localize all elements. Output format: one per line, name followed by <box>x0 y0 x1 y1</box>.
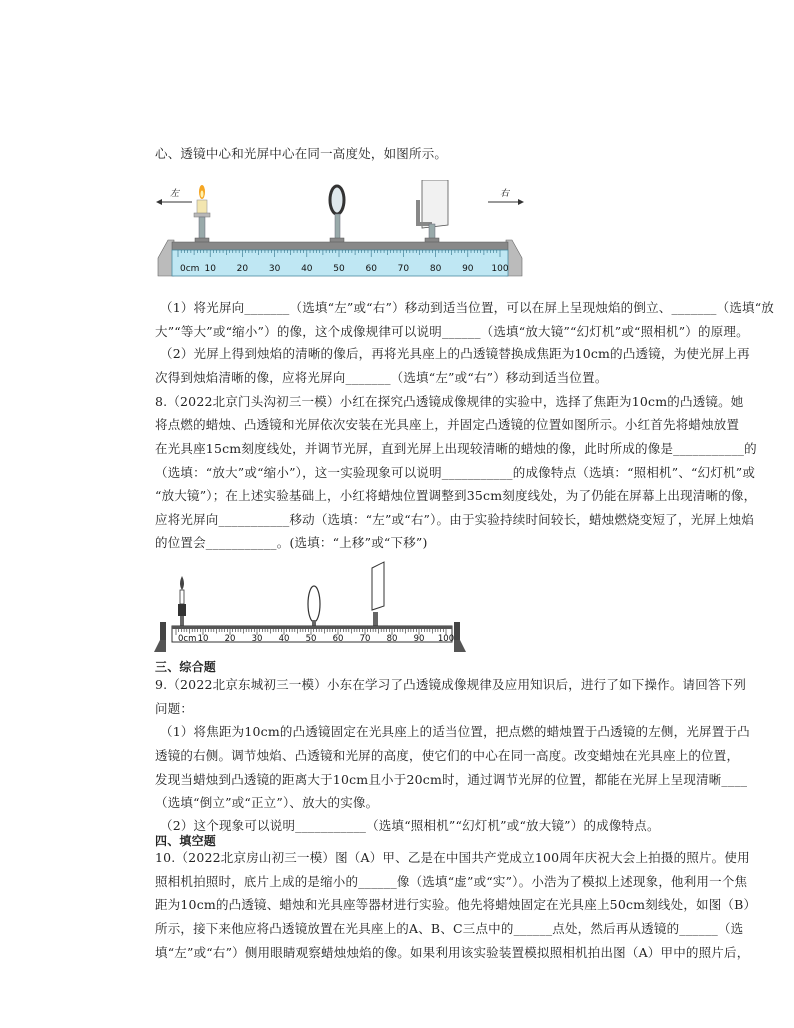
ruler-tick-label: 0cm <box>178 634 197 644</box>
ruler-tick-label: 100 <box>491 264 509 274</box>
text-line: “放大镜”）；在上述实验基础上，小红将蜡烛位置调整到35cm刻度线处，为了仍能在屏幕上出现清晰的像， <box>155 488 757 503</box>
text-line: （选填：“放大”或“缩小”），这一实验现象可以说明___________的成像特点（选填：“照相机”、“幻灯机”或 <box>155 465 756 480</box>
text-line: 心、透镜中心和光屏中心在同一高度处，如图所示。 <box>155 146 448 161</box>
ruler-tick-label: 50 <box>305 634 317 644</box>
ruler-tick-label: 40 <box>278 634 290 644</box>
text-line: 10.（2022北京房山初三一模）图（A）甲、乙是在中国共产党成立100周年庆祝大会上拍摄的照片。使用 <box>155 850 750 865</box>
text-line: 将点燃的蜡烛、凸透镜和光屏依次安装在光具座上，并固定凸透镜的位置如图所示。小红首先将蜡烛放置 <box>155 417 740 432</box>
section-heading: 三、综合题 <box>155 660 217 674</box>
light-screen <box>372 562 384 626</box>
ruler-tick-label: 30 <box>251 634 263 644</box>
ruler-tick-label: 90 <box>413 634 425 644</box>
convex-lens <box>308 586 320 626</box>
text-line: 的位置会___________。(选填：“上移”或“下移”) <box>155 535 428 550</box>
optical-bench-figure-2 <box>150 560 470 660</box>
text-line: 发现当蜡烛到凸透镜的距离大于10cm且小于20cm时，通过调节光屏的位置，都能在光屏上呈现清晰____ <box>155 772 748 787</box>
text-line: 在光具座15cm刻度线处，并调节光屏，直到光屏上出现较清晰的蜡烛的像，此时所成的像是___________的 <box>155 441 757 456</box>
light-screen <box>416 180 448 244</box>
text-line: 填“左”或“右”）侧用眼睛观察蜡烛烛焰的像。如果利用该实验装置模拟照相机拍出图（A）甲中的照片后， <box>155 945 750 960</box>
ruler-tick-label: 80 <box>386 634 398 644</box>
optical-bench-figure-1 <box>150 180 530 290</box>
ruler-tick-label: 10 <box>204 264 216 274</box>
ruler-tick-label: 70 <box>359 634 371 644</box>
text-line: 所示，接下来他应将凸透镜放置在光具座上的A、B、C三点中的______点处，然后再从透镜的______（选 <box>155 921 744 936</box>
ruler-tick-label: 70 <box>397 264 410 274</box>
ruler-tick-label: 50 <box>333 264 345 274</box>
text-line: 透镜的右侧。调节烛焰、凸透镜和光屏的高度，使它们的中心在同一高度。改变蜡烛在光具座上的位置， <box>155 748 740 763</box>
ruler-tick-label: 10 <box>197 634 209 644</box>
text-line: （1）将焦距为10cm的凸透镜固定在光具座上的适当位置，把点燃的蜡烛置于凸透镜的左侧，光屏置于凸 <box>160 724 750 739</box>
left-label: 左 <box>170 189 180 199</box>
text-line: 大”“等大”或“缩小”）的像，这个成像规律可以说明______（选填“放大镜”“幻灯机”或“照相机”）的原理。 <box>155 324 749 339</box>
ruler-tick-label: 100 <box>437 634 455 644</box>
ruler-tick-label: 60 <box>332 634 344 644</box>
text-line: 照相机拍照时，底片上成的是缩小的______像（选填“虚”或“实”）。小浩为了模拟上述现象，他利用一个焦 <box>155 874 748 889</box>
text-line: 距为10cm的凸透镜、蜡烛和光具座等器材进行实验。他先将蜡烛固定在光具座上50cm刻线处，如图（B） <box>155 897 757 912</box>
ruler-tick-label: 60 <box>365 264 377 274</box>
ruler-tick-label: 20 <box>236 264 249 274</box>
ruler-tick-label: 80 <box>429 264 442 274</box>
right-label: 右 <box>500 189 510 199</box>
text-line: 9.（2022北京东城初三一模）小东在学习了凸透镜成像规律及应用知识后，进行了如下操作。请回答下列 <box>155 677 747 692</box>
text-line: （选填“倒立”或“正立”）、放大的实像。 <box>155 795 379 810</box>
text-line: 问题： <box>155 701 194 716</box>
ruler-tick-label: 40 <box>301 264 313 274</box>
text-line: （1）将光屏向_______（选填“左”或“右”）移动到适当位置，可以在屏上呈现烛焰的倒立、_______（选填“放 <box>160 300 775 315</box>
candle <box>194 185 210 244</box>
text-line: 次得到烛焰清晰的像，应将光屏向_______（选填“左”或“右”）移动到适当位置。 <box>155 370 608 385</box>
convex-lens <box>330 186 344 244</box>
text-line: 应将光屏向___________移动（选填：“左”或“右”）。由于实验持续时间较长，蜡烛燃烧变短了，光屏上烛焰 <box>155 512 755 527</box>
ruler-tick-label: 30 <box>268 264 281 274</box>
ruler-tick-label: 90 <box>462 264 474 274</box>
text-line: （2）光屏上得到烛焰的清晰的像后，再将光具座上的凸透镜替换成焦距为10cm的凸透镜，为使光屏上再 <box>160 346 750 361</box>
text-line: （2）这个现象可以说明___________（选填“照相机”“幻灯机”或“放大镜”）的成像特点。 <box>160 818 660 833</box>
ruler-tick-label: 0cm <box>180 264 200 274</box>
candle <box>178 576 186 626</box>
text-line: 8.（2022北京门头沟初三一模）小红在探究凸透镜成像规律的实验中，选择了焦距为10cm的凸透镜。她 <box>155 394 744 409</box>
ruler-tick-label: 20 <box>224 634 236 644</box>
section-heading: 四、填空题 <box>155 834 217 848</box>
